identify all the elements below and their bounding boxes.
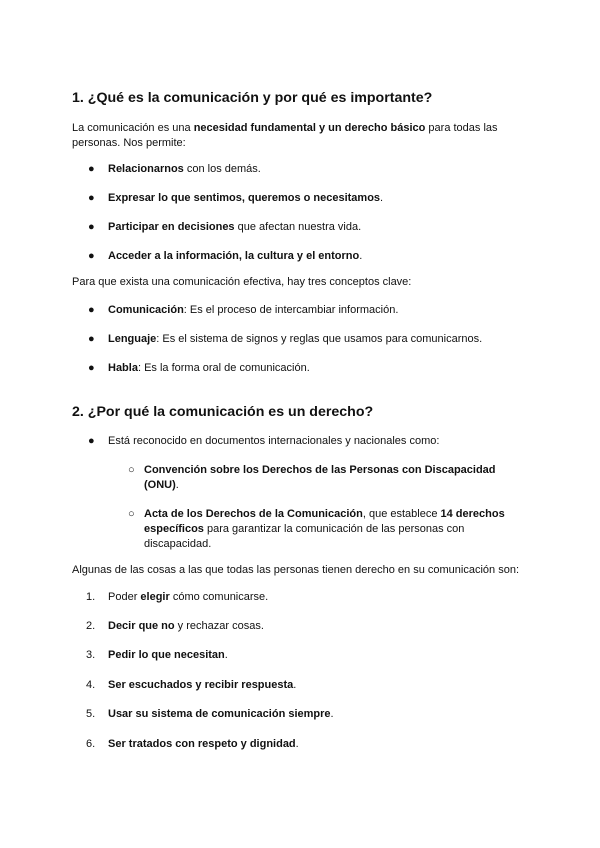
rights-intro: Algunas de las cosas a las que todas las personas tienen derecho en su comunicación son: (72, 564, 520, 576)
bullet-icon: ● (88, 221, 95, 233)
section1-intro: La comunicación es una necesidad fundamental y un derecho básico para todas las personas. Nos permite: (72, 122, 498, 149)
circle-bullet-icon: ○ (128, 464, 135, 476)
bullet-icon: ● (88, 362, 95, 374)
bullet-icon: ● (88, 333, 95, 345)
bullet-icon: ● (88, 163, 95, 175)
section2-heading: 2. ¿Por qué la comunicación es un derecho? (72, 404, 374, 420)
bullet-icon: ● (88, 304, 95, 316)
concepts-intro: Para que exista una comunicación efectiva, hay tres conceptos clave: (72, 276, 412, 288)
bullet-icon: ● (88, 435, 95, 447)
circle-bullet-icon: ○ (128, 508, 135, 520)
bullet-icon: ● (88, 250, 95, 262)
section1-heading: 1. ¿Qué es la comunicación y por qué es importante? (72, 90, 433, 106)
bullet-icon: ● (88, 192, 95, 204)
